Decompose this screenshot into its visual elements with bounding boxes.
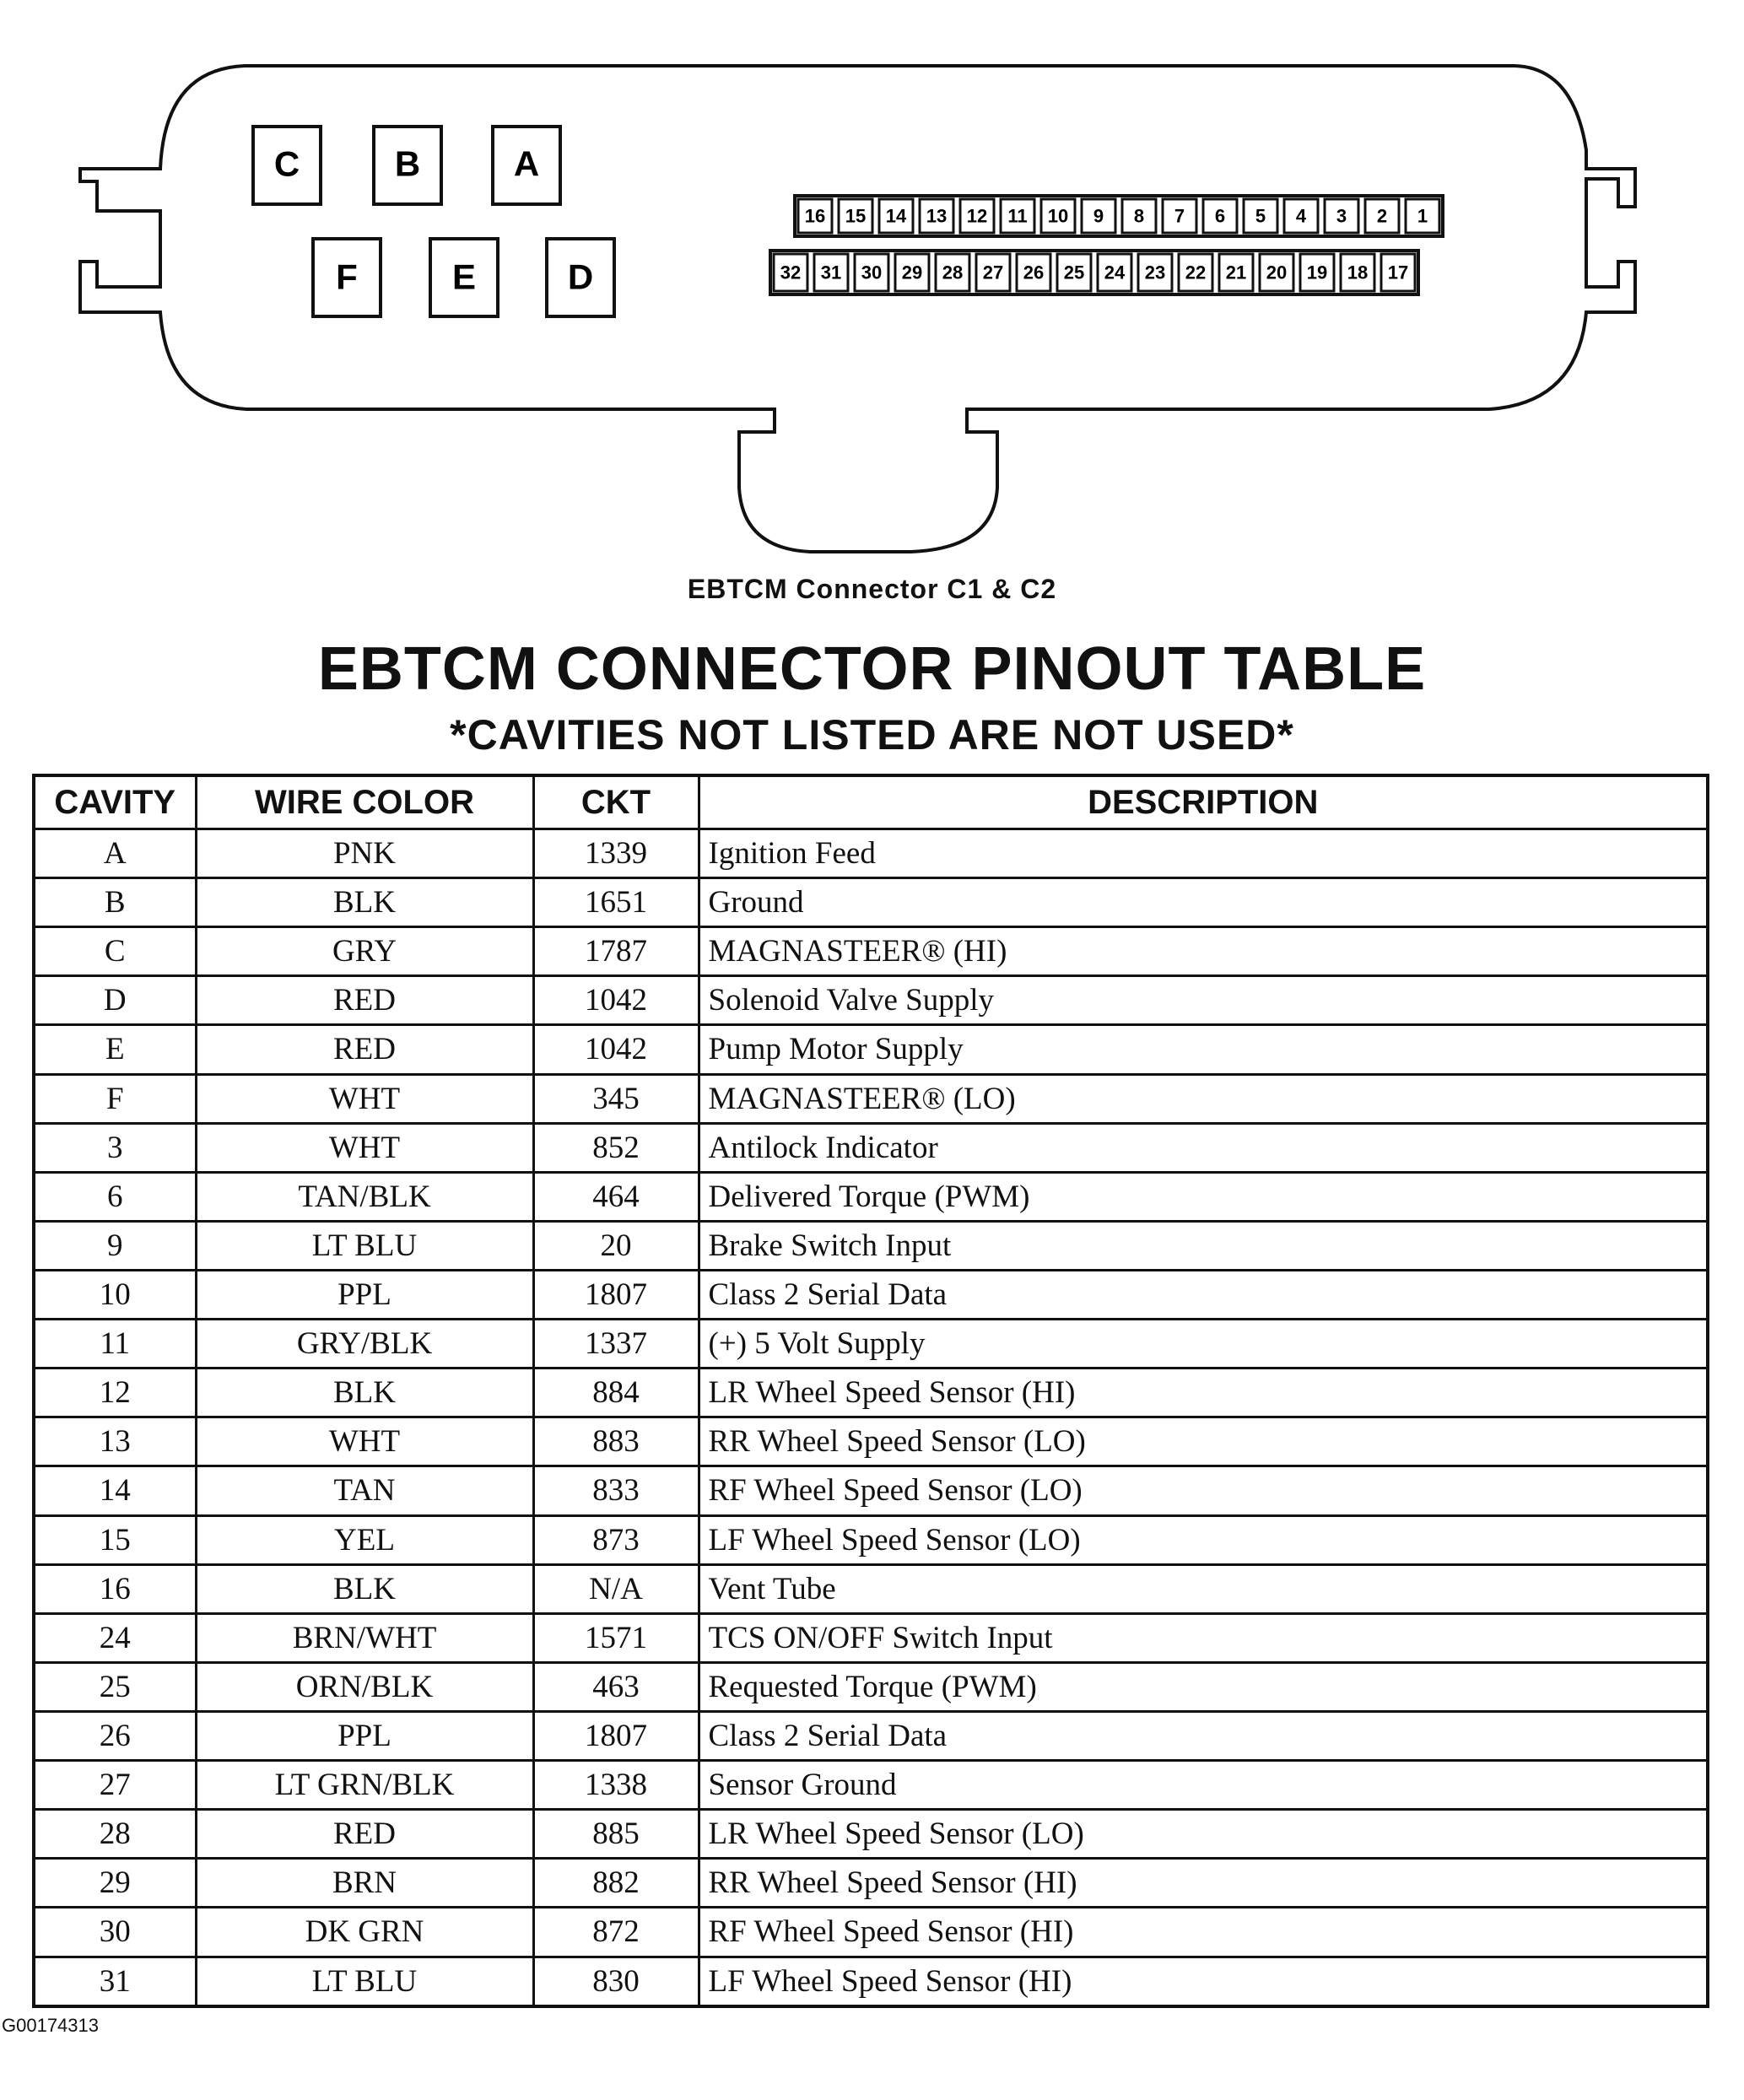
description-cell: Vent Tube	[699, 1564, 1708, 1613]
ckt-cell: 1042	[533, 976, 699, 1025]
cavity-cell: 11	[34, 1320, 196, 1369]
cavity-cell: B	[34, 878, 196, 927]
wire-color-cell: BLK	[196, 1564, 533, 1613]
table-row	[34, 1221, 1708, 1270]
description-cell: MAGNASTEER® (HI)	[699, 927, 1708, 976]
description-cell: Brake Switch Input	[699, 1221, 1708, 1270]
pin-cavity-label: 14	[885, 205, 907, 227]
description-cell: Class 2 Serial Data	[699, 1711, 1708, 1760]
pin-cavity-label: D	[567, 256, 594, 297]
connector-diagram	[0, 0, 1744, 582]
table-row	[34, 878, 1708, 927]
description-cell: RR Wheel Speed Sensor (HI)	[699, 1859, 1708, 1908]
wire-color-cell: DK GRN	[196, 1908, 533, 1957]
wire-color-cell: PPL	[196, 1270, 533, 1319]
cavity-cell: 26	[34, 1711, 196, 1760]
pin-cavity-label: 28	[942, 262, 964, 283]
cavity-cell: 30	[34, 1908, 196, 1957]
ckt-cell: 20	[533, 1221, 699, 1270]
cavity-cell: 16	[34, 1564, 196, 1613]
header-wire-color: WIRE COLOR	[196, 775, 533, 829]
pin-cavity-label: C	[273, 143, 300, 184]
pin-cavity-label: 10	[1047, 205, 1069, 227]
ckt-cell: 1339	[533, 829, 699, 878]
wire-color-cell: BRN	[196, 1859, 533, 1908]
ckt-cell: 884	[533, 1369, 699, 1417]
pin-cavity-label: 31	[820, 262, 842, 283]
description-cell: LR Wheel Speed Sensor (HI)	[699, 1369, 1708, 1417]
description-cell: LF Wheel Speed Sensor (LO)	[699, 1515, 1708, 1564]
pin-cavity-label: 18	[1347, 262, 1369, 283]
table-row	[34, 1761, 1708, 1810]
ckt-cell: 872	[533, 1908, 699, 1957]
table-row	[34, 1466, 1708, 1515]
ckt-cell: 1338	[533, 1761, 699, 1810]
pin-cavity-label: 16	[804, 205, 826, 227]
pin-cavity-label: B	[394, 143, 421, 184]
cavity-cell: C	[34, 927, 196, 976]
cavity-cell: F	[34, 1074, 196, 1123]
description-cell: RF Wheel Speed Sensor (LO)	[699, 1466, 1708, 1515]
pin-cavity-label: 7	[1174, 205, 1185, 227]
description-cell: MAGNASTEER® (LO)	[699, 1074, 1708, 1123]
table-row	[34, 1515, 1708, 1564]
pin-cavity-label: 20	[1266, 262, 1288, 283]
pin-cavity-label: 3	[1336, 205, 1347, 227]
wire-color-cell: LT BLU	[196, 1221, 533, 1270]
description-cell: Ignition Feed	[699, 829, 1708, 878]
table-row	[34, 927, 1708, 976]
description-cell: Solenoid Valve Supply	[699, 976, 1708, 1025]
pin-cavity-label: 30	[861, 262, 883, 283]
ckt-cell: N/A	[533, 1564, 699, 1613]
wire-color-cell: RED	[196, 976, 533, 1025]
table-row	[34, 1123, 1708, 1172]
wire-color-cell: TAN/BLK	[196, 1172, 533, 1221]
table-row	[34, 1172, 1708, 1221]
diagram-caption: EBTCM Connector C1 & C2	[687, 574, 1057, 604]
wire-color-cell: LT BLU	[196, 1957, 533, 2006]
cavity-cell: 6	[34, 1172, 196, 1221]
cavity-cell: 13	[34, 1417, 196, 1466]
wire-color-cell: ORN/BLK	[196, 1662, 533, 1711]
wire-color-cell: RED	[196, 1025, 533, 1074]
pinout-table	[32, 774, 1709, 2008]
ckt-cell: 464	[533, 1172, 699, 1221]
description-cell: TCS ON/OFF Switch Input	[699, 1613, 1708, 1662]
ckt-cell: 1807	[533, 1711, 699, 1760]
description-cell: Class 2 Serial Data	[699, 1270, 1708, 1319]
table-body	[34, 829, 1708, 2007]
footer-code: G00174313	[2, 2015, 99, 2036]
pin-cavity-label: 6	[1214, 205, 1226, 227]
ckt-cell: 1807	[533, 1270, 699, 1319]
cavity-cell: 27	[34, 1761, 196, 1810]
wire-color-cell: BRN/WHT	[196, 1613, 533, 1662]
big-pin-group	[253, 127, 614, 316]
pin-cavity-label: 2	[1376, 205, 1388, 227]
header-description: DESCRIPTION	[699, 775, 1708, 829]
wire-color-cell: WHT	[196, 1123, 533, 1172]
wire-color-cell: PNK	[196, 829, 533, 878]
cavity-cell: 25	[34, 1662, 196, 1711]
cavity-cell: 31	[34, 1957, 196, 2006]
description-cell: LF Wheel Speed Sensor (HI)	[699, 1957, 1708, 2006]
pin-cavity-label: 1	[1417, 205, 1428, 227]
cavity-cell: 29	[34, 1859, 196, 1908]
cavity-cell: D	[34, 976, 196, 1025]
pin-cavity-label: F	[336, 256, 358, 297]
description-cell: Delivered Torque (PWM)	[699, 1172, 1708, 1221]
ckt-cell: 345	[533, 1074, 699, 1123]
pin-cavity-label: 9	[1093, 205, 1104, 227]
description-cell: Sensor Ground	[699, 1761, 1708, 1810]
pin-cavity-label: 32	[780, 262, 802, 283]
table-row	[34, 1025, 1708, 1074]
cavity-cell: 3	[34, 1123, 196, 1172]
header-cavity: CAVITY	[34, 775, 196, 829]
ckt-cell: 1571	[533, 1613, 699, 1662]
table-row	[34, 1711, 1708, 1760]
pin-cavity-label: 25	[1063, 262, 1085, 283]
pin-cavity-label: 27	[982, 262, 1004, 283]
wire-color-cell: WHT	[196, 1074, 533, 1123]
table-row	[34, 976, 1708, 1025]
pin-cavity-label: 8	[1133, 205, 1145, 227]
cavity-cell: 24	[34, 1613, 196, 1662]
pin-cavity-label: 5	[1255, 205, 1266, 227]
ckt-cell: 463	[533, 1662, 699, 1711]
table-row	[34, 1908, 1708, 1957]
table-row	[34, 1613, 1708, 1662]
wire-color-cell: TAN	[196, 1466, 533, 1515]
cavity-cell: 15	[34, 1515, 196, 1564]
ckt-cell: 873	[533, 1515, 699, 1564]
ckt-cell: 833	[533, 1466, 699, 1515]
pin-cavity-label: 12	[966, 205, 988, 227]
small-pin-group	[770, 196, 1443, 294]
cavity-cell: 9	[34, 1221, 196, 1270]
page-title: EBTCM CONNECTOR PINOUT TABLE	[317, 635, 1427, 703]
wire-color-cell: LT GRN/BLK	[196, 1761, 533, 1810]
description-cell: (+) 5 Volt Supply	[699, 1320, 1708, 1369]
pin-cavity-label: 29	[901, 262, 923, 283]
wire-color-cell: BLK	[196, 1369, 533, 1417]
ckt-cell: 883	[533, 1417, 699, 1466]
wire-color-cell: YEL	[196, 1515, 533, 1564]
pin-cavity-label: 17	[1387, 262, 1409, 283]
description-cell: Requested Torque (PWM)	[699, 1662, 1708, 1711]
ckt-cell: 1042	[533, 1025, 699, 1074]
cavity-cell: 14	[34, 1466, 196, 1515]
pin-cavity-label: E	[451, 256, 477, 297]
description-cell: LR Wheel Speed Sensor (LO)	[699, 1810, 1708, 1859]
description-cell: RR Wheel Speed Sensor (LO)	[699, 1417, 1708, 1466]
pin-cavity-label: 4	[1295, 205, 1307, 227]
ckt-cell: 830	[533, 1957, 699, 2006]
ckt-cell: 885	[533, 1810, 699, 1859]
table-row	[34, 1662, 1708, 1711]
pin-cavity-label: 15	[845, 205, 867, 227]
description-cell: Antilock Indicator	[699, 1123, 1708, 1172]
ckt-cell: 852	[533, 1123, 699, 1172]
pin-cavity-label: 19	[1306, 262, 1328, 283]
table-row	[34, 1859, 1708, 1908]
description-cell: RF Wheel Speed Sensor (HI)	[699, 1908, 1708, 1957]
pin-cavity-label: 22	[1185, 262, 1207, 283]
page-subtitle: *CAVITIES NOT LISTED ARE NOT USED*	[450, 711, 1294, 758]
description-cell: Ground	[699, 878, 1708, 927]
table-row	[34, 1564, 1708, 1613]
wire-color-cell: GRY	[196, 927, 533, 976]
table-row	[34, 1369, 1708, 1417]
pin-cavity-label: 24	[1104, 262, 1126, 283]
wire-color-cell: GRY/BLK	[196, 1320, 533, 1369]
table-row	[34, 1320, 1708, 1369]
table-header-row	[34, 775, 1708, 829]
wire-color-cell: BLK	[196, 878, 533, 927]
table-row	[34, 1270, 1708, 1319]
ckt-cell: 1337	[533, 1320, 699, 1369]
pin-cavity-label: 21	[1225, 262, 1247, 283]
header-ckt: CKT	[533, 775, 699, 829]
ckt-cell: 1787	[533, 927, 699, 976]
cavity-cell: E	[34, 1025, 196, 1074]
pin-cavity-label: 13	[926, 205, 948, 227]
table-row	[34, 1417, 1708, 1466]
table-row	[34, 1074, 1708, 1123]
table-row	[34, 829, 1708, 878]
table-row	[34, 1957, 1708, 2006]
pin-cavity-label: A	[513, 143, 540, 184]
cavity-cell: 12	[34, 1369, 196, 1417]
wire-color-cell: PPL	[196, 1711, 533, 1760]
pin-cavity-label: 11	[1007, 205, 1028, 227]
table-row	[34, 1810, 1708, 1859]
wire-color-cell: RED	[196, 1810, 533, 1859]
cavity-cell: 10	[34, 1270, 196, 1319]
pin-cavity-label: 26	[1023, 262, 1045, 283]
ckt-cell: 882	[533, 1859, 699, 1908]
description-cell: Pump Motor Supply	[699, 1025, 1708, 1074]
ckt-cell: 1651	[533, 878, 699, 927]
cavity-cell: 28	[34, 1810, 196, 1859]
wire-color-cell: WHT	[196, 1417, 533, 1466]
cavity-cell: A	[34, 829, 196, 878]
pin-cavity-label: 23	[1144, 262, 1166, 283]
